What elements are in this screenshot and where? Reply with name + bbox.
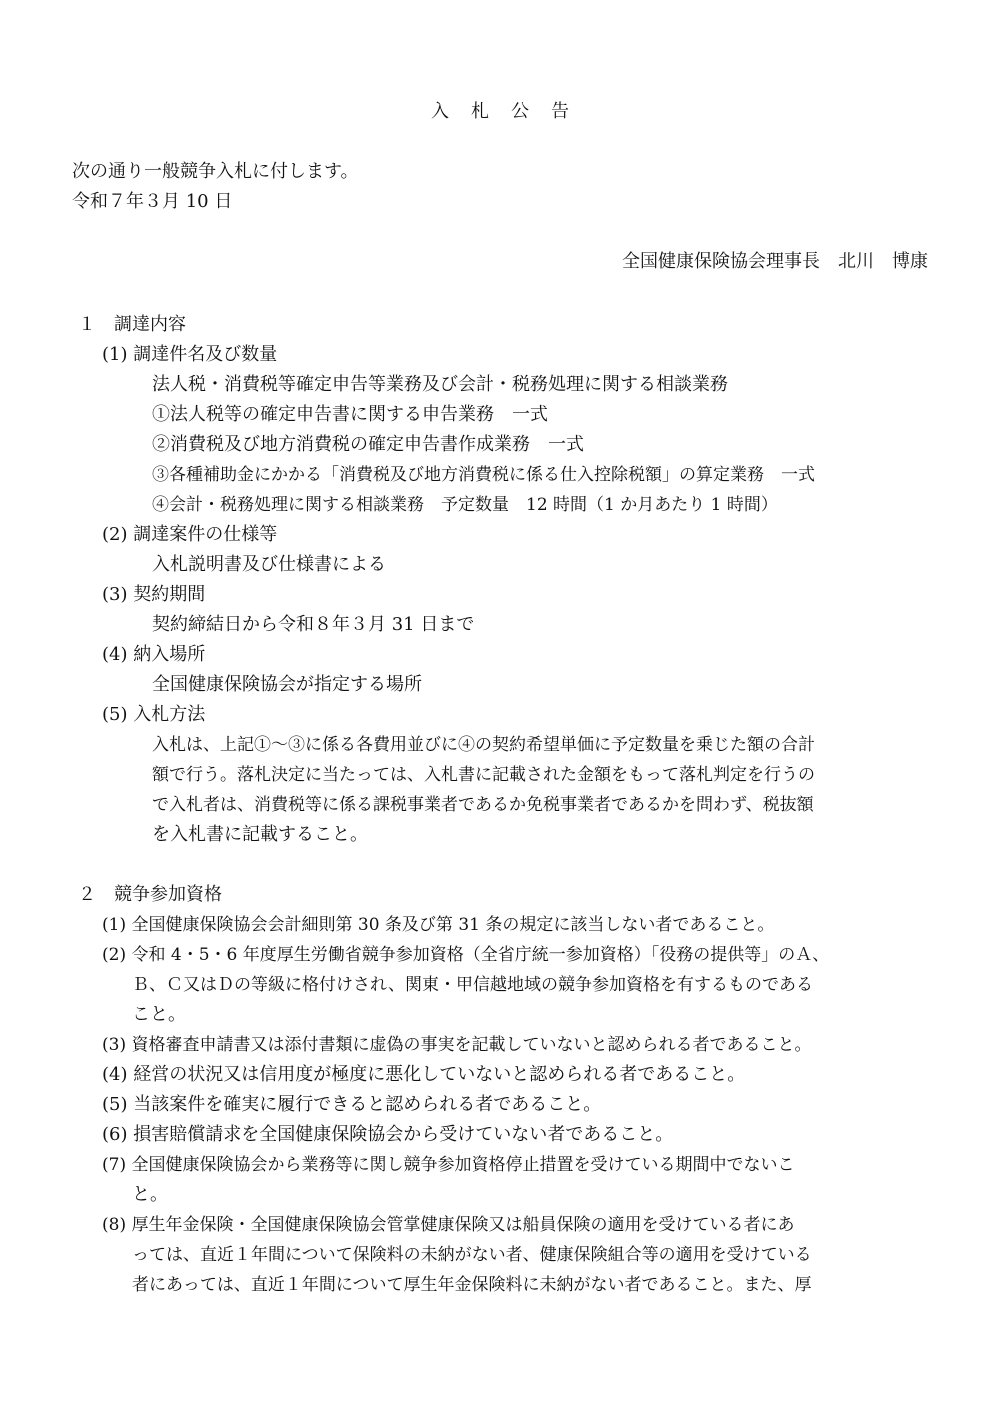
- item3-label: (3) 契約期間: [102, 584, 206, 605]
- item3-text: 契約締結日から令和８年３月 31 日まで: [152, 614, 475, 635]
- qualification-item-cont: っては、直近１年間について保険料の未納がない者、健康保険組合等の適用を受けている: [132, 1245, 812, 1265]
- item1-line: ②消費税及び地方消費税の確定申告書作成業務 一式: [152, 434, 584, 455]
- item1-line: ③各種補助金にかかる「消費税及び地方消費税に係る仕入控除税額」の算定業務 一式: [152, 465, 815, 485]
- item1-line: ④会計・税務処理に関する相談業務 予定数量 12 時間（1 か月あたり 1 時間）: [152, 495, 778, 515]
- page-title: 入札公告: [431, 101, 591, 122]
- section2-heading: ２ 競争参加資格: [78, 884, 222, 905]
- item2-text: 入札説明書及び仕様書による: [152, 554, 386, 575]
- item1-line: 法人税・消費税等確定申告等業務及び会計・税務処理に関する相談業務: [152, 374, 728, 395]
- item5-line: で入札者は、消費税等に係る課税事業者であるか免税事業者であるかを問わず、税抜額: [152, 795, 814, 815]
- qualification-item-cont: と。: [132, 1184, 168, 1205]
- item4-label: (4) 納入場所: [102, 644, 206, 665]
- item5-line: 入札は、上記①～③に係る各費用並びに④の契約希望単価に予定数量を乗じた額の合計: [152, 735, 815, 755]
- item5-label: (5) 入札方法: [102, 704, 206, 725]
- item1-line: ①法人税等の確定申告書に関する申告業務 一式: [152, 404, 548, 425]
- item4-text: 全国健康保険協会が指定する場所: [152, 674, 422, 695]
- qualification-item: (3) 資格審査申請書又は添付書類に虚偽の事実を記載していないと認められる者であること。: [102, 1035, 812, 1055]
- qualification-item: (7) 全国健康保険協会から業務等に関し競争参加資格停止措置を受けている期間中でないこ: [102, 1155, 795, 1175]
- notice-date: 令和７年３月 10 日: [72, 191, 233, 212]
- item1-label: (1) 調達件名及び数量: [102, 344, 278, 365]
- qualification-item: (2) 令和 4・5・6 年度厚生労働省競争参加資格（全省庁統一参加資格）「役務の提供等」のＡ、: [102, 945, 830, 965]
- item2-label: (2) 調達案件の仕様等: [102, 524, 278, 545]
- qualification-item: (5) 当該案件を確実に履行できると認められる者であること。: [102, 1094, 602, 1115]
- qualification-item-cont: Ｂ、Ｃ又はＤの等級に格付けされ、関東・甲信越地域の競争参加資格を有するものである: [132, 975, 814, 995]
- qualification-item: (6) 損害賠償請求を全国健康保険協会から受けていない者であること。: [102, 1124, 674, 1145]
- issuer-name: 全国健康保険協会理事長 北川 博康: [622, 251, 928, 272]
- section1-heading: １ 調達内容: [78, 314, 186, 335]
- qualification-item: (1) 全国健康保険協会会計細則第 30 条及び第 31 条の規定に該当しない者であること。: [102, 915, 775, 935]
- item5-line: 額で行う。落札決定に当たっては、入札書に記載された金額をもって落札判定を行うの: [152, 765, 815, 785]
- qualification-item: (4) 経営の状況又は信用度が極度に悪化していないと認められる者であること。: [102, 1064, 746, 1085]
- qualification-item-cont: 者にあっては、直近１年間について厚生年金保険料に未納がない者であること。また、厚: [132, 1275, 812, 1295]
- item5-line: を入札書に記載すること。: [152, 824, 368, 845]
- qualification-item: (8) 厚生年金保険・全国健康保険協会管掌健康保険又は船員保険の適用を受けている者にあ: [102, 1215, 795, 1235]
- intro-text: 次の通り一般競争入札に付します。: [72, 161, 359, 182]
- qualification-item-cont: こと。: [132, 1004, 186, 1025]
